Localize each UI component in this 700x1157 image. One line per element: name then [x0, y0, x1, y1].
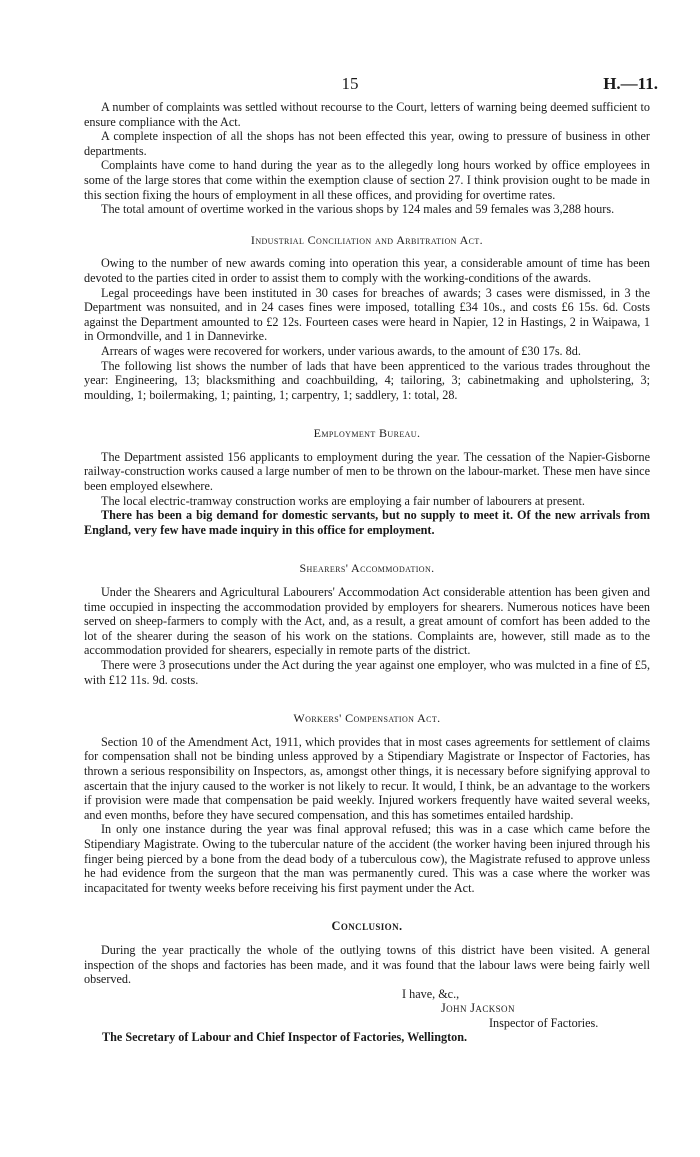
signature-closing: I have, &c., — [402, 986, 460, 1001]
conclusion-section — [84, 919, 650, 986]
intro-section — [84, 100, 650, 217]
paragraph: Legal proceedings have been instituted in 30 cases for breaches of awards; 3 cases were dismissed, in 3 the Department was nonsuited, and in 24 cases fines were imposed, totalling £34 10s., and costs £6 15s. 6d. Costs against the Department amounted to £2 12s. Fourteen cases were heard in Napier, 12 in Hastings, 2 in Waipawa, 1 in Ormondville, and 1 in Dannevirke. — [84, 285, 650, 344]
compensation-section — [84, 711, 650, 895]
section-heading: Employment Bureau. — [313, 426, 421, 441]
paragraph: Owing to the number of new awards coming into operation this year, a considerable amount of time has been devoted to the parties cited in order to assist them to comply with the working-conditions of the awards. — [84, 256, 650, 285]
paragraph: The following list shows the number of lads that have been apprenticed to the various trades throughout the year: Engineering, 13; blacksmithing and coachbuilding, 4; tailoring, 3; cabinetmaking and upholstering, 3; moulding, 1; boilermaking, 1; painting, 1; carpentry, 1; saddlery, 1: total, 28. — [84, 358, 650, 402]
paragraph: Complaints have come to hand during the year as to the allegedly long hours worked by office employees in some of the large stores that come within the exemption clause of section 27. I think provision ought to be made in this section fixing the hours of employment in all these offices, and providing for overtime rates. — [84, 158, 650, 202]
paragraph: There were 3 prosecutions under the Act during the year against one employer, who was mulcted in a fine of £5, with £12 11s. 9d. costs. — [84, 658, 650, 687]
paragraph: In only one instance during the year was final approval refused; this was in a case which came before the Stipendiary Magistrate. Owing to the tubercular nature of the accident (the worker having been injured through his finger being pierced by a bone from the dead body of a tuberculous cow), the Magistrate refused to approve unless he had evidence from the surgeon that the man was permanently cured. This was a case where the worker was incapacitated for twenty weeks before receiving his first payment under the Act. — [84, 822, 650, 895]
paragraph: The local electric-tramway construction works are employing a fair number of labourers at present. — [101, 493, 585, 508]
document-reference: H.—11. — [603, 74, 658, 93]
employment-section — [84, 426, 650, 537]
shearers-section — [84, 561, 650, 687]
section-heading: Shearers' Accommodation. — [299, 561, 435, 576]
paragraph: A complete inspection of all the shops has not been effected this year, owing to pressure of business in other departments. — [84, 129, 650, 158]
paragraph: There has been a big demand for domestic servants, but no supply to meet it. Of the new arrivals from England, very few have made inquiry in this office for employment. — [84, 508, 650, 537]
page-number: 15 — [341, 74, 359, 93]
arbitration-section — [84, 233, 650, 403]
document-body — [84, 100, 650, 1045]
addressee: The Secretary of Labour and Chief Inspector of Factories, Wellington. — [102, 1030, 468, 1045]
signatory-name: John Jackson — [441, 1001, 515, 1016]
signature-block — [84, 987, 650, 1045]
paragraph: During the year practically the whole of the outlying towns of this district have been visited. A general inspection of the shops and factories has been made, and it was found that the labour laws were being fairly well observed. — [84, 942, 650, 987]
signatory-title: Inspector of Factories. — [489, 1015, 599, 1030]
paragraph: Arrears of wages were recovered for workers, under various awards, to the amount of £30 17s. 8d. — [101, 343, 581, 358]
paragraph: Section 10 of the Amendment Act, 1911, which provides that in most cases agreements for settlement of claims for compensation shall not be binding unless approved by a Stipendiary Magistrate or Inspector of Factories, has thrown a serious responsibility on Inspectors, as, amongst other things, it is necessary before signifying approval to ascertain that the injury caused to the worker is not likely to recur. It would, I think, be an advantage to the workers if provision were made that compensation be paid weekly. Injured workers frequently have waited several weeks, and even months, before they have secured compensation, and this has sometimes entailed hardship. — [84, 734, 650, 822]
paragraph: The total amount of overtime worked in the various shops by 124 males and 59 females was 3,288 hours. — [101, 202, 615, 217]
section-heading: Conclusion. — [331, 919, 403, 934]
section-heading: Workers' Compensation Act. — [293, 711, 441, 726]
section-heading: Industrial Conciliation and Arbitration Act. — [250, 232, 484, 247]
paragraph: A number of complaints was settled without recourse to the Court, letters of warning being deemed sufficient to ensure compliance with the Act. — [84, 100, 650, 129]
paragraph: The Department assisted 156 applicants to employment during the year. The cessation of the Napier-Gisborne railway-construction works caused a large number of men to be thrown on the labour-market. These men have since been employed elsewhere. — [84, 449, 650, 494]
paragraph: Under the Shearers and Agricultural Labourers' Accommodation Act considerable attention has been given and time occupied in inspecting the accommodation provided by employers for shearers. Numerous notices have been served on sheep-farmers to comply with the Act, and, as a result, a great amount of comfort has been added to the lot of the shearer during the season of his work on the stations. Complaints are, however, still made as to the accommodation provided for shearers, especially in remote parts of the district. — [84, 585, 650, 658]
